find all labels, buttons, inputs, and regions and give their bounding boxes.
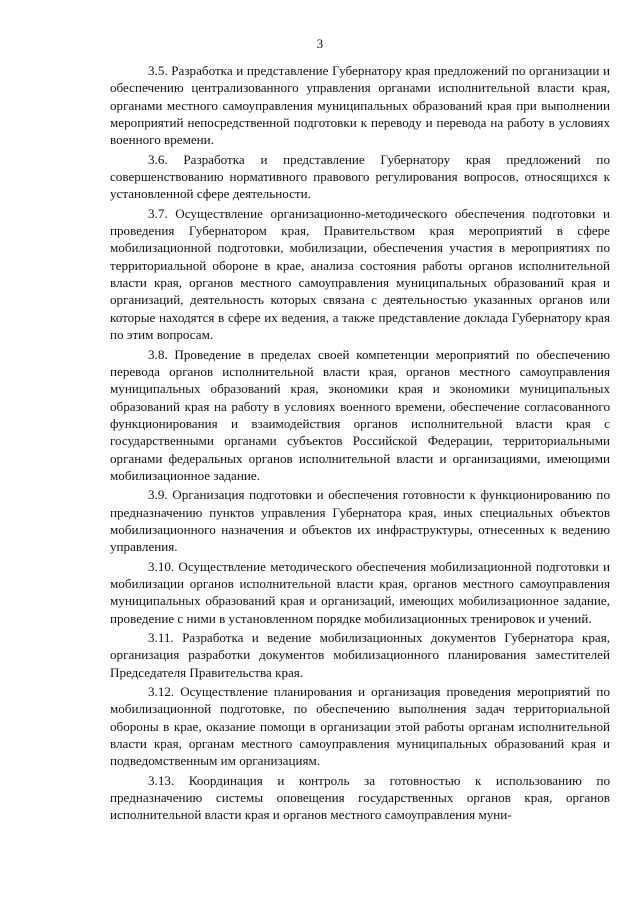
- paragraph-3-11: 3.11. Разработка и ведение мобилизационных документов Губернатора края, организация разработки документов мобилизационного планирования заместителей Председателя Правительства края.: [110, 630, 610, 680]
- paragraph-3-13: 3.13. Координация и контроль за готовностью к использованию по предназначению системы оповещения государственных органов края, органов исполнительной власти края и органов местного самоуправления муни-: [110, 772, 610, 823]
- paragraph-3-6: 3.6. Разработка и представление Губернатору края предложений по совершенствованию нормативного правового регулирования вопросов, относящихся к установленной сфере деятельности.: [110, 151, 610, 202]
- paragraph-3-10: 3.10. Осуществление методического обеспечения мобилизационной подготовки и мобилизации органов исполнительной власти края, органов местного самоуправления муниципальных образований края и организаций, имеющих мобилизационное задание, проведение с ними в установленном порядке мобилизационных тренировок и учений.: [110, 558, 610, 626]
- document-body: [110, 62, 610, 826]
- paragraph-3-9: 3.9. Организация подготовки и обеспечения готовности к функционированию по предназначению пунктов управления Губернатора края, иных специальных объектов мобилизационного назначения и объектов их инфраструктуры, отнесенных к ведению управления.: [110, 487, 610, 555]
- paragraph-3-8: 3.8. Проведение в пределах своей компетенции мероприятий по обеспечению перевода органов исполнительной власти края, органов местного самоуправления муниципальных образований края, экономики края и экономики муниципальных образований края на работу в условиях военного времени, обеспечение согласованного функционирования и взаимодействия органов исполнительной власти края с государственными органами субъектов Российской Федерации, территориальными органами федеральных органов исполнительной власти и организациями, имеющими мобилизационное задание.: [110, 346, 610, 483]
- page-number: 3: [316, 36, 324, 51]
- paragraph-3-5: 3.5. Разработка и представление Губернатору края предложений по организации и обеспечению централизованного управления органами исполнительной власти края, органами местного самоуправления муниципальных образований края при выполнении мероприятий непосредственной подготовки к переводу и перевода на работу в условиях военного времени.: [110, 63, 610, 148]
- paragraph-3-7: 3.7. Осуществление организационно-методического обеспечения подготовки и проведения Губернатором края, Правительством края мероприятий в сфере мобилизационной подготовки, мобилизации, обеспечения участия в мероприятиях по территориальной обороне в крае, анализа состояния работы органов исполнительной власти края, органов местного самоуправления муниципальных образований края и организаций, деятельность которых связана с деятельностью указанных органов или которые находятся в сфере их ведения, а также представление доклада Губернатору края по этим вопросам.: [110, 205, 610, 343]
- paragraph-3-12: 3.12. Осуществление планирования и организация проведения мероприятий по мобилизационной подготовке, по обеспечению выполнения задач территориальной обороны в крае, оказание помощи в организации этой работы органам исполнительной власти края, органам местного самоуправления муниципальных образований края и подведомственным им организациям.: [110, 684, 610, 769]
